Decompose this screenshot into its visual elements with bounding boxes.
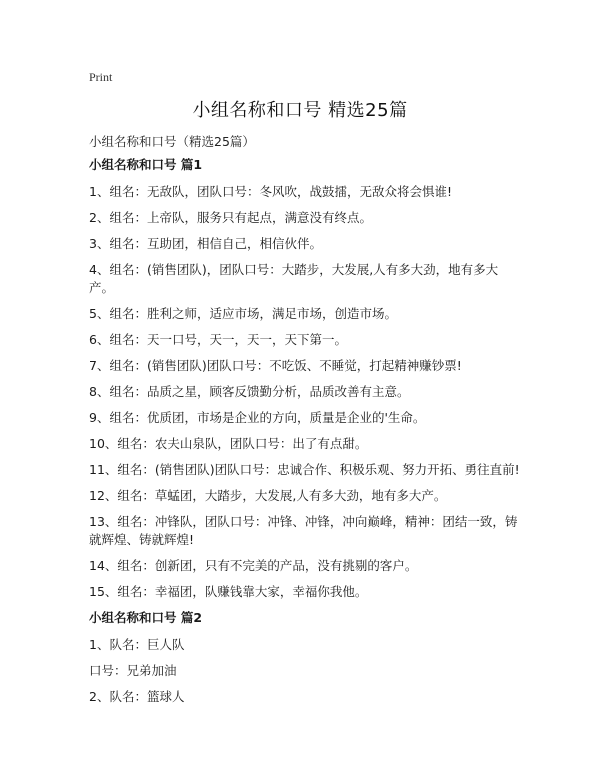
list-item: 11、组名：(销售团队)团队口号：忠诚合作、积极乐观、努力开拓、勇往直前! [89, 462, 520, 477]
section-1 [89, 156, 521, 601]
list-item: 4、组名：(销售团队)，团队口号：大踏步，大发展,人有多大劲，地有多大产。 [89, 262, 499, 295]
list-item: 1、组名：无敌队，团队口号：冬风吹，战鼓擂，无敌众将会惧谁! [89, 184, 452, 199]
list-item: 3、组名：互助团，相信自己，相信伙伴。 [89, 236, 322, 251]
list-item: 13、组名：冲锋队，团队口号：冲锋、冲锋，冲向巅峰，精神：团结一致，铸就辉煌、铸就辉煌! [89, 514, 518, 547]
page-title: 小组名称和口号 精选25篇 [192, 100, 408, 121]
list-item: 7、组名：(销售团队)团队口号：不吃饭、不睡觉，打起精神赚钞票! [89, 358, 462, 373]
section-2 [89, 609, 521, 706]
list-item: 12、组名：草蜢团，大踏步，大发展,人有多大劲，地有多大产。 [89, 488, 447, 503]
section-heading: 小组名称和口号 篇2 [89, 610, 203, 625]
list-item: 1、队名：巨人队 [89, 637, 185, 652]
print-link[interactable]: Print [89, 70, 113, 84]
list-item: 8、组名：品质之星，顾客反馈勤分析，品质改善有主意。 [89, 384, 410, 399]
document-body [89, 156, 521, 714]
document-subtitle: 小组名称和口号（精选25篇） [89, 134, 255, 149]
list-item: 14、组名：创新团，只有不完美的产品，没有挑剔的客户。 [89, 558, 418, 573]
list-item: 2、组名：上帝队，服务只有起点，满意没有终点。 [89, 210, 372, 225]
list-item: 2、队名：篮球人 [89, 689, 185, 704]
list-item: 5、组名：胜利之师，适应市场，满足市场，创造市场。 [89, 306, 397, 321]
list-item: 10、组名：农夫山泉队，团队口号：出了有点甜。 [89, 436, 368, 451]
section-heading: 小组名称和口号 篇1 [89, 157, 203, 172]
list-item: 9、组名：优质团，市场是企业的方向，质量是企业的'生命。 [89, 410, 426, 425]
list-item: 15、组名：幸福团，队赚钱靠大家，幸福你我他。 [89, 584, 368, 599]
list-item: 6、组名：天一口号，天一，天一，天下第一。 [89, 332, 347, 347]
list-item: 口号：兄弟加油 [89, 663, 177, 678]
